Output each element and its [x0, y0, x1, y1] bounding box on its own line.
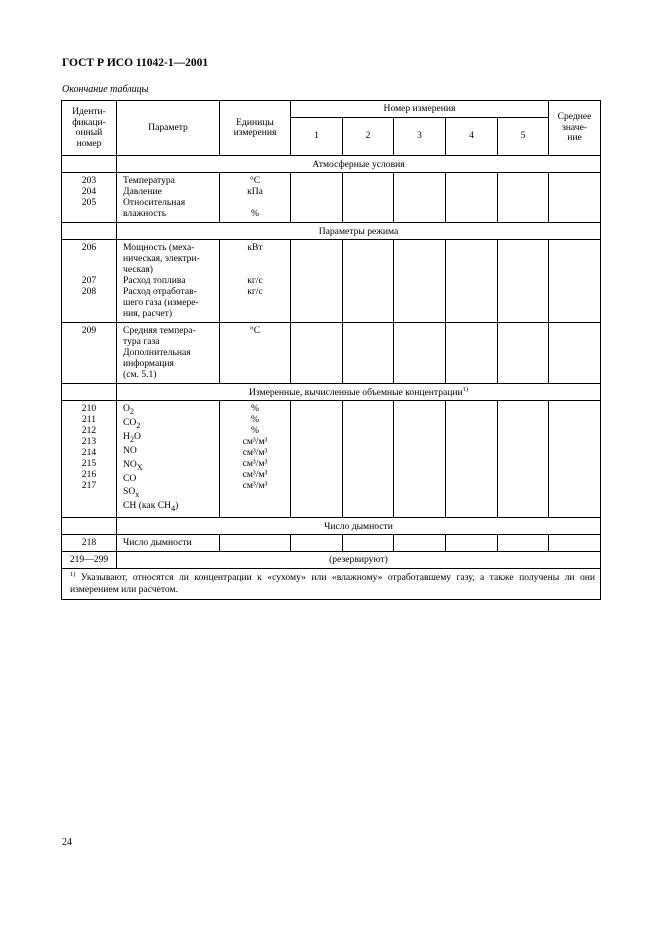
row-params-concentrations: $O_2$ $CO_2$ $H_2O$ NO $NO_X$ CO $SO_x$ CH (как $CH_4$) — [117, 401, 220, 518]
header-measurement-1: 1 — [291, 118, 343, 156]
row-units-concentrations: % % % см³/м³ см³/м³ см³/м³ см³/м³ см³/м³ — [220, 401, 291, 518]
measurement-cell — [291, 240, 343, 323]
document-title: ГОСТ Р ИСО 11042-1—2001 — [62, 57, 209, 69]
mean-cell — [549, 173, 601, 223]
footnote-ref: 1) — [462, 386, 469, 393]
row-ids-mode: 206 207 208 — [62, 240, 117, 323]
mean-cell — [549, 401, 601, 518]
header-measurement-3: 3 — [394, 118, 446, 156]
header-id: Иденти- фикаци- онный номер — [62, 101, 117, 156]
row-params-mode: Мощность (меха- ническая, электри- ческая) Расход топлива Расход отработав- шего газа (измере- ния, расчет) — [117, 240, 220, 323]
header-measurement-2: 2 — [343, 118, 394, 156]
table-caption: Окончание таблицы — [62, 84, 149, 95]
measurement-cell — [394, 173, 446, 223]
header-measurement-5: 5 — [498, 118, 549, 156]
row-id-209: 209 — [62, 323, 117, 384]
row-id-reserved: 219—299 — [62, 552, 117, 569]
measurement-cell — [343, 323, 394, 384]
header-units: Единицы измерения — [220, 101, 291, 156]
measurement-cell — [394, 323, 446, 384]
measurement-cell — [446, 535, 498, 552]
table-footnote: $^{1)}$ Указывают, относятся ли концентрации к «сухому» или «влажному» отработавшему газу, а также получены ли они измерением или расчетом. — [62, 569, 601, 600]
section-atmospheric-conditions: Атмосферные условия — [117, 156, 601, 173]
measurement-cell — [498, 535, 549, 552]
measurement-cell — [343, 173, 394, 223]
measurement-cell — [498, 240, 549, 323]
page-number: 24 — [62, 837, 72, 848]
measurement-cell — [394, 401, 446, 518]
measurement-cell — [498, 173, 549, 223]
section-concentrations: Измеренные, вычисленные объемные концентрации$^{1)}$ — [117, 384, 601, 401]
measurement-cell — [343, 240, 394, 323]
measurement-cell — [291, 323, 343, 384]
header-parameter: Параметр — [117, 101, 220, 156]
section-mode-parameters: Параметры режима — [117, 223, 601, 240]
section-smoke-number: Число дымности — [117, 518, 601, 535]
row-params-atmospheric: Температура Давление Относительная влажность — [117, 173, 220, 223]
measurement-cell — [446, 401, 498, 518]
row-ids-concentrations: 210 211 212 213 214 215 216 217 — [62, 401, 117, 518]
measurement-cell — [343, 535, 394, 552]
header-mean: Среднее значе- ние — [549, 101, 601, 156]
measurement-cell — [446, 323, 498, 384]
header-measurement-4: 4 — [446, 118, 498, 156]
row-units-atmospheric: °C кПа % — [220, 173, 291, 223]
measurement-cell — [343, 401, 394, 518]
row-reserved: (резервируют) — [117, 552, 601, 569]
row-units-mode: кВт кг/с кг/с — [220, 240, 291, 323]
mean-cell — [549, 323, 601, 384]
mean-cell — [549, 240, 601, 323]
measurement-cell — [394, 535, 446, 552]
row-params-209: Средняя темпера- тура газа Дополнительная информация (см. 5.1) — [117, 323, 220, 384]
row-ids-atmospheric: 203 204 205 — [62, 173, 117, 223]
mean-cell — [549, 535, 601, 552]
measurement-table — [61, 100, 601, 600]
header-measurement-number: Номер измерения — [291, 101, 549, 118]
measurement-cell — [498, 401, 549, 518]
measurement-cell — [446, 173, 498, 223]
measurement-cell — [291, 535, 343, 552]
row-id-218: 218 — [62, 535, 117, 552]
measurement-cell — [394, 240, 446, 323]
footnote-marker: 1) — [70, 571, 76, 579]
measurement-cell — [291, 401, 343, 518]
measurement-cell — [498, 323, 549, 384]
row-param-218: Число дымности — [117, 535, 220, 552]
measurement-cell — [291, 173, 343, 223]
measurement-cell — [446, 240, 498, 323]
row-unit-209: °C — [220, 323, 291, 384]
